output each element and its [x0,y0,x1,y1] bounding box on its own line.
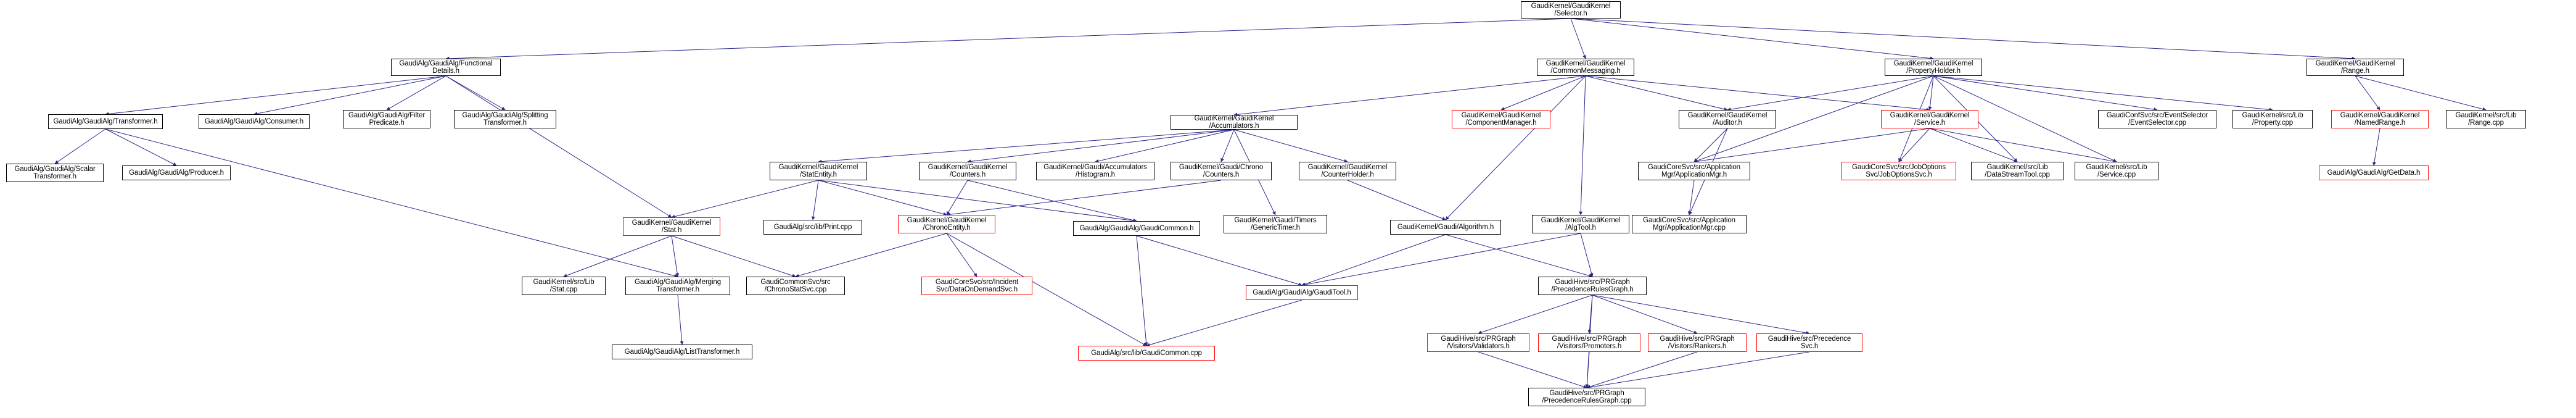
graph-edge [1302,235,1446,285]
graph-node[interactable]: GaudiKernel/GaudiKernel /Service.h [1881,110,1978,128]
graph-edge [1137,236,1146,346]
graph-edge [446,76,672,217]
graph-edge [1137,236,1302,285]
graph-edge [1234,130,1348,162]
graph-edge [672,236,796,277]
graph-node[interactable]: GaudiKernel/src/Lib /Range.cpp [2446,110,2526,128]
graph-node[interactable]: GaudiKernel/GaudiKernel /Auditor.h [1679,110,1776,128]
graph-node[interactable]: GaudiAlg/src/lib/GaudiCommon.cpp [1078,346,1215,361]
graph-edge [1221,130,1234,162]
graph-edge [818,180,947,215]
graph-node[interactable]: GaudiAlg/GaudiAlg/Merging Transformer.h [625,277,730,295]
graph-node[interactable]: GaudiKernel/src/Lib /Property.cpp [2232,110,2313,128]
graph-edge [947,233,977,277]
graph-node[interactable]: GaudiHive/src/PRGraph /Visitors/Rankers.h [1648,333,1747,352]
graph-edge [1571,19,2355,59]
graph-edge [672,236,678,277]
graph-node[interactable]: GaudiAlg/GaudiAlg/GaudiTool.h [1246,285,1358,300]
graph-node[interactable]: GaudiKernel/Gaudi/Chrono /Counters.h [1171,162,1272,180]
graph-edge [564,236,672,277]
graph-edge [1689,180,1694,215]
graph-edge [1933,76,2273,110]
graph-node[interactable]: GaudiKernel/GaudiKernel /CounterHolder.h [1299,162,1396,180]
graph-node[interactable]: GaudiKernel/Gaudi/Accumulators /Histogram.h [1036,162,1154,180]
graph-node[interactable]: GaudiKernel/src/Lib /DataStreamTool.cpp [1971,162,2064,180]
graph-edge [1930,128,2017,162]
graph-edge [1694,128,1727,162]
graph-node[interactable]: GaudiKernel/src/Lib /Stat.cpp [522,277,606,295]
graph-node[interactable]: GaudiKernel/Gaudi/Algorithm.h [1390,220,1501,235]
graph-edge [1592,295,1809,333]
graph-node[interactable]: GaudiKernel/GaudiKernel /ChronoEntity.h [898,215,995,233]
graph-node[interactable]: GaudiAlg/src/lib/Print.cpp [763,220,862,235]
graph-node[interactable]: GaudiHive/src/Precedence Svc.h [1756,333,1862,352]
graph-node[interactable]: GaudiConfSvc/src/EventSelector /EventSelector.cpp [2098,110,2216,128]
graph-edge [1899,128,1930,162]
graph-node[interactable]: GaudiAlg/GaudiAlg/Producer.h [122,165,231,180]
graph-node[interactable]: GaudiKernel/GaudiKernel /Counters.h [919,162,1016,180]
graph-node[interactable]: GaudiCoreSvc/src/Incident Svc/DataOnDemandSvc.h [921,277,1032,295]
graph-edge [446,19,1571,59]
graph-edge [1586,76,1727,110]
graph-node[interactable]: GaudiCoreSvc/src/Application Mgr/ApplicationMgr.h [1638,162,1750,180]
graph-edge [387,76,446,110]
graph-node[interactable]: GaudiKernel/GaudiKernel /ComponentManager.h [1452,110,1550,128]
graph-node[interactable]: GaudiHive/src/PRGraph /Visitors/Validators.h [1427,333,1529,352]
graph-edge [1694,128,1930,162]
graph-edge [1234,76,1586,115]
graph-edge [1146,300,1302,346]
graph-node[interactable]: GaudiCoreSvc/src/Application Mgr/ApplicationMgr.cpp [1632,215,1747,233]
graph-edge [1930,76,1933,110]
graph-edge [1446,235,1592,277]
graph-node[interactable]: GaudiKernel/GaudiKernel /StatEntity.h [770,162,867,180]
graph-node[interactable]: GaudiKernel/GaudiKernel /Stat.h [623,217,720,236]
graph-node[interactable]: GaudiKernel/GaudiKernel /PropertyHolder.h [1885,59,1982,76]
graph-edge [1592,295,1697,333]
graph-edge [1571,19,1933,59]
graph-edge [1478,352,1587,388]
graph-edge [2355,76,2486,110]
graph-node[interactable]: GaudiKernel/GaudiKernel /AlgTool.h [1532,215,1629,233]
graph-edge [1348,180,1446,220]
graph-node[interactable]: GaudiKernel/GaudiKernel /NamedRange.h [2331,110,2429,128]
graph-node[interactable]: GaudiHive/src/PRGraph /PrecedenceRulesGraph.cpp [1528,388,1645,406]
graph-node[interactable]: GaudiKernel/GaudiKernel /Selector.h [1521,1,1621,19]
graph-edge [254,76,446,114]
graph-edge [818,130,1234,162]
graph-edge [1727,76,1933,110]
graph-node[interactable]: GaudiKernel/GaudiKernel /Accumulators.h [1171,115,1298,130]
graph-node[interactable]: GaudiAlg/GaudiAlg/GaudiCommon.h [1073,221,1200,236]
graph-edge [813,180,818,220]
graph-edge [446,76,505,110]
graph-edge [678,295,682,345]
graph-edge [796,233,947,277]
graph-edge [105,76,446,114]
graph-node[interactable]: GaudiAlg/GaudiAlg/GetData.h [2319,165,2429,180]
graph-node[interactable]: GaudiAlg/GaudiAlg/Functional Details.h [391,59,501,76]
graph-edge [1587,352,1809,388]
graph-node[interactable]: GaudiAlg/GaudiAlg/Filter Predicate.h [343,110,430,128]
graph-edge [1933,76,2157,110]
graph-edge [1478,295,1592,333]
graph-edge [947,180,1221,215]
graph-node[interactable]: GaudiAlg/GaudiAlg/Consumer.h [199,114,310,129]
graph-edge [947,180,968,215]
graph-edge [1095,130,1234,162]
graph-node[interactable]: GaudiKernel/src/Lib /Service.cpp [2075,162,2158,180]
graph-node[interactable]: GaudiKernel/Gaudi/Timers /GenericTimer.h [1224,215,1327,233]
graph-node[interactable]: GaudiKernel/GaudiKernel /Range.h [2306,59,2404,76]
graph-edge [55,129,105,164]
graph-edge [2355,76,2380,110]
graph-edge [2374,128,2380,165]
graph-node[interactable]: GaudiHive/src/PRGraph /Visitors/Promoters.h [1538,333,1640,352]
graph-edge [105,129,678,277]
graph-edge [672,180,818,217]
graph-node[interactable]: GaudiAlg/GaudiAlg/Scalar Transformer.h [6,164,104,182]
graph-edge [1581,233,1592,277]
graph-edge [105,129,176,165]
graph-node[interactable]: GaudiKernel/GaudiKernel /CommonMessaging.h [1537,59,1634,76]
graph-edge [1571,19,1586,59]
graph-node[interactable]: GaudiCoreSvc/src/JobOptions Svc/JobOptionsSvc.h [1841,162,1956,180]
graph-node[interactable]: GaudiAlg/GaudiAlg/Splitting Transformer.h [454,110,556,128]
graph-edge [1446,76,1586,220]
graph-edge [1589,295,1592,333]
graph-edge [1586,76,1930,110]
graph-edge [1581,76,1586,215]
graph-edge [968,130,1234,162]
graph-edge [1587,352,1589,388]
graph-node[interactable]: GaudiAlg/GaudiAlg/Transformer.h [48,114,163,129]
graph-edge [1587,352,1697,388]
graph-edge [1930,128,2117,162]
graph-node[interactable]: GaudiCommonSvc/src /ChronoStatSvc.cpp [746,277,845,295]
graph-node[interactable]: GaudiHive/src/PRGraph /PrecedenceRulesGraph.h [1538,277,1647,295]
graph-edge [1501,76,1586,110]
graph-node[interactable]: GaudiAlg/GaudiAlg/ListTransformer.h [612,345,752,359]
